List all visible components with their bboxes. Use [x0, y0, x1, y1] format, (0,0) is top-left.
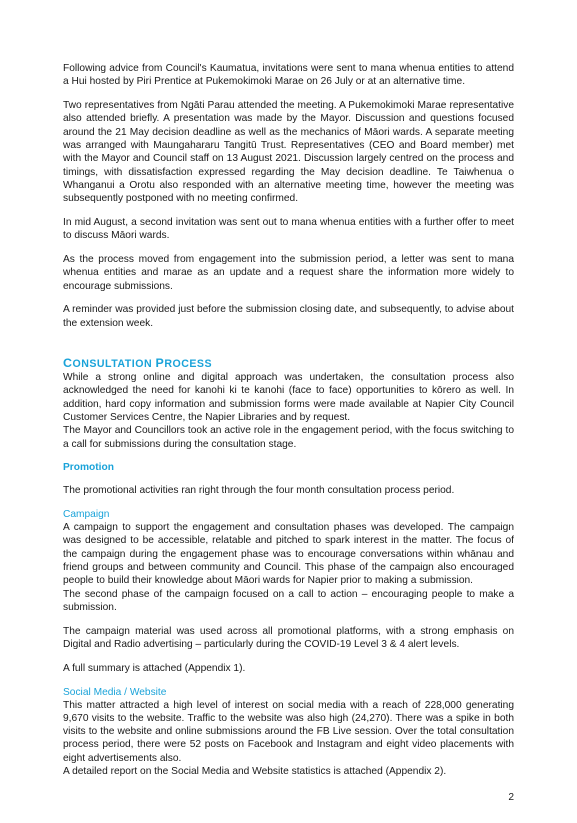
intro-paragraph-3: In mid August, a second invitation was sent out to mana whenua entities with a further offer to meet to discuss Māori wards. [63, 216, 514, 242]
consultation-process-heading [63, 357, 514, 371]
intro-paragraph-4: As the process moved from engagement into the submission period, a letter was sent to mana whenua entities and marae as an update and a request share the information more widely to encourage submissions. [63, 254, 514, 292]
heading-part-onsultation: ONSULTATION [72, 358, 156, 371]
social-paragraph-1: This matter attracted a high level of interest on social media with a reach of 228,000 generating 9,670 visits to the website. Traffic to the website was also high (24,270). There was a spike in both visits to the website and online submissions around the FB Live session. Over the total consultation process period, there were 52 posts on Facebook and Instagram and eight video placements with eight advertisements also. [63, 699, 514, 764]
intro-paragraph-2: Two representatives from Ngāti Parau attended the meeting. A Pukemokimoki Marae representative also attended briefly. A presentation was made by the Mayor. Discussion and questions focused around the 21 May decision deadline as well as the mechanics of Māori wards. A separate meeting was arranged with Maungahararu Tangitū Trust. Representatives (CEO and Board member) met with the Mayor and Council staff on 13 August 2021. Discussion largely centred on the process and timings, with dissatisfaction expressed regarding the May decision deadline. Te Taiwhenua o Whanganui a Orotu also responded with an alternative meeting time, however the meeting was subsequently postponed with no meeting confirmed. [63, 100, 514, 205]
campaign-paragraph-1: A campaign to support the engagement and consultation phases was developed. The campaign was designed to be accessible, relatable and pitched to spark interest in the matter. The focus of the campaign during the engagement phase was to encourage conversations within whānau and friend groups and between community and Council. This phase of the campaign also encouraged people to build their knowledge about Māori wards for Napier prior to making a submission. [63, 522, 514, 587]
campaign-paragraph-4: A full summary is attached (Appendix 1). [63, 662, 246, 674]
campaign-heading: Campaign [63, 509, 110, 521]
social-paragraph-2: A detailed report on the Social Media and Website statistics is attached (Appendix 2). [63, 766, 447, 778]
consultation-paragraph-1: While a strong online and digital approach was undertaken, the consultation process also acknowledged the need for kanohi ki te kanohi (face to face) opportunities to kōrero as well. In addition, hard copy information and submission forms were made available at Napier City Council Customer Services Centre, the Napier Libraries and by request. [63, 372, 514, 423]
intro-paragraph-1: Following advice from Council's Kaumatua, invitations were sent to mana whenua entities to attend a Hui hosted by Piri Prentice at Pukemokimoki Marae on 26 July or at an alternative time. [63, 63, 514, 88]
campaign-paragraph-3: The campaign material was used across all promotional platforms, with a strong emphasis on Digital and Radio advertising – particularly during the COVID-19 Level 3 & 4 alert levels. [63, 625, 514, 650]
promotion-paragraph-1: The promotional activities ran right through the four month consultation process period. [63, 485, 455, 497]
social-media-website-heading: Social Media / Website [63, 686, 167, 698]
heading-initial-p: P [155, 356, 165, 371]
campaign-paragraph-2: The second phase of the campaign focused on a call to action – encouraging people to make a submission. [63, 588, 514, 613]
heading-initial-c: C [63, 356, 73, 371]
intro-paragraph-5: A reminder was provided just before the submission closing date, and subsequently, to advise about the extension week. [63, 304, 514, 329]
heading-part-rocess: ROCESS [164, 358, 213, 371]
promotion-heading: Promotion [63, 461, 114, 473]
page-number: 2 [508, 792, 514, 803]
consultation-paragraph-2: The Mayor and Councillors took an active role in the engagement period, with the focus switching to a call for submissions during the consultation stage. [63, 425, 514, 450]
